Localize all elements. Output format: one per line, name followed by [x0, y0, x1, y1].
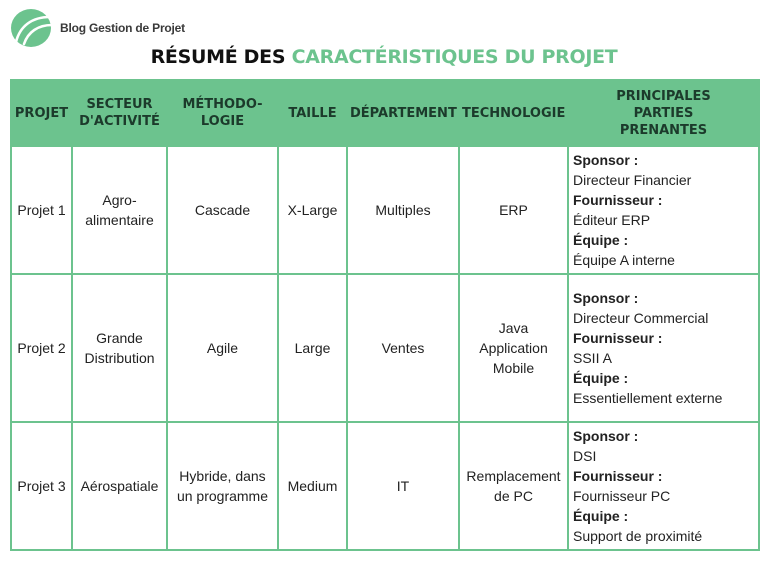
page-title — [0, 46, 768, 68]
cell-technologie: ERP — [459, 146, 568, 274]
sponsor-value: DSI — [573, 448, 597, 464]
equipe-value: Support de proximité — [573, 528, 703, 544]
cell-parties-prenantes — [568, 146, 759, 274]
table-header-row — [11, 80, 759, 146]
sponsor-value: Directeur Financier — [573, 172, 692, 188]
project-summary-table — [10, 79, 760, 551]
title-part-2: CARACTÉRISTIQUES DU PROJET — [291, 46, 618, 68]
cell-taille: X-Large — [278, 146, 347, 274]
title-part-1: RÉSUMÉ DES — [150, 46, 286, 68]
cell-departement: Multiples — [347, 146, 459, 274]
equipe-value: Essentiellement externe — [573, 390, 723, 406]
header-parties-prenantes: PRINCIPALES PARTIES PRENANTES — [568, 80, 759, 146]
fournisseur-label: Fournisseur : — [573, 468, 663, 484]
header-technologie: TECHNOLOGIE — [459, 80, 568, 146]
sponsor-label: Sponsor : — [573, 152, 639, 168]
leaf-logo-icon — [10, 8, 56, 48]
header-departement: DÉPARTEMENT — [347, 80, 459, 146]
fournisseur-label: Fournisseur : — [573, 330, 663, 346]
fournisseur-value: Fournisseur PC — [573, 488, 671, 504]
header-projet: PROJET — [11, 80, 72, 146]
cell-taille: Large — [278, 274, 347, 422]
table-row — [11, 422, 759, 550]
cell-methodologie: Hybride, dans un programme — [167, 422, 278, 550]
cell-parties-prenantes — [568, 422, 759, 550]
sponsor-value: Directeur Commercial — [573, 310, 709, 326]
cell-taille: Medium — [278, 422, 347, 550]
cell-departement: IT — [347, 422, 459, 550]
fournisseur-label: Fournisseur : — [573, 192, 663, 208]
cell-technologie: Java Application Mobile — [459, 274, 568, 422]
cell-departement: Ventes — [347, 274, 459, 422]
cell-projet: Projet 2 — [11, 274, 72, 422]
table-row — [11, 146, 759, 274]
equipe-label: Équipe : — [573, 232, 629, 248]
header-methodologie: MÉTHODO- LOGIE — [167, 80, 278, 146]
equipe-label: Équipe : — [573, 370, 629, 386]
cell-methodologie: Cascade — [167, 146, 278, 274]
header-secteur: SECTEUR D'ACTIVITÉ — [72, 80, 167, 146]
equipe-value: Équipe A interne — [573, 252, 675, 268]
cell-secteur: Grande Distribution — [72, 274, 167, 422]
cell-projet: Projet 3 — [11, 422, 72, 550]
cell-projet: Projet 1 — [11, 146, 72, 274]
cell-parties-prenantes — [568, 274, 759, 422]
equipe-label: Équipe : — [573, 508, 629, 524]
fournisseur-value: SSII A — [573, 350, 612, 366]
table-row — [11, 274, 759, 422]
sponsor-label: Sponsor : — [573, 290, 639, 306]
cell-secteur: Aérospatiale — [72, 422, 167, 550]
header-taille: TAILLE — [278, 80, 347, 146]
fournisseur-value: Éditeur ERP — [573, 212, 651, 228]
sponsor-label: Sponsor : — [573, 428, 639, 444]
brand-name: Blog Gestion de Projet — [60, 21, 185, 35]
cell-methodologie: Agile — [167, 274, 278, 422]
brand-logo — [10, 8, 185, 48]
cell-secteur: Agro- alimentaire — [72, 146, 167, 274]
cell-technologie: Remplacement de PC — [459, 422, 568, 550]
